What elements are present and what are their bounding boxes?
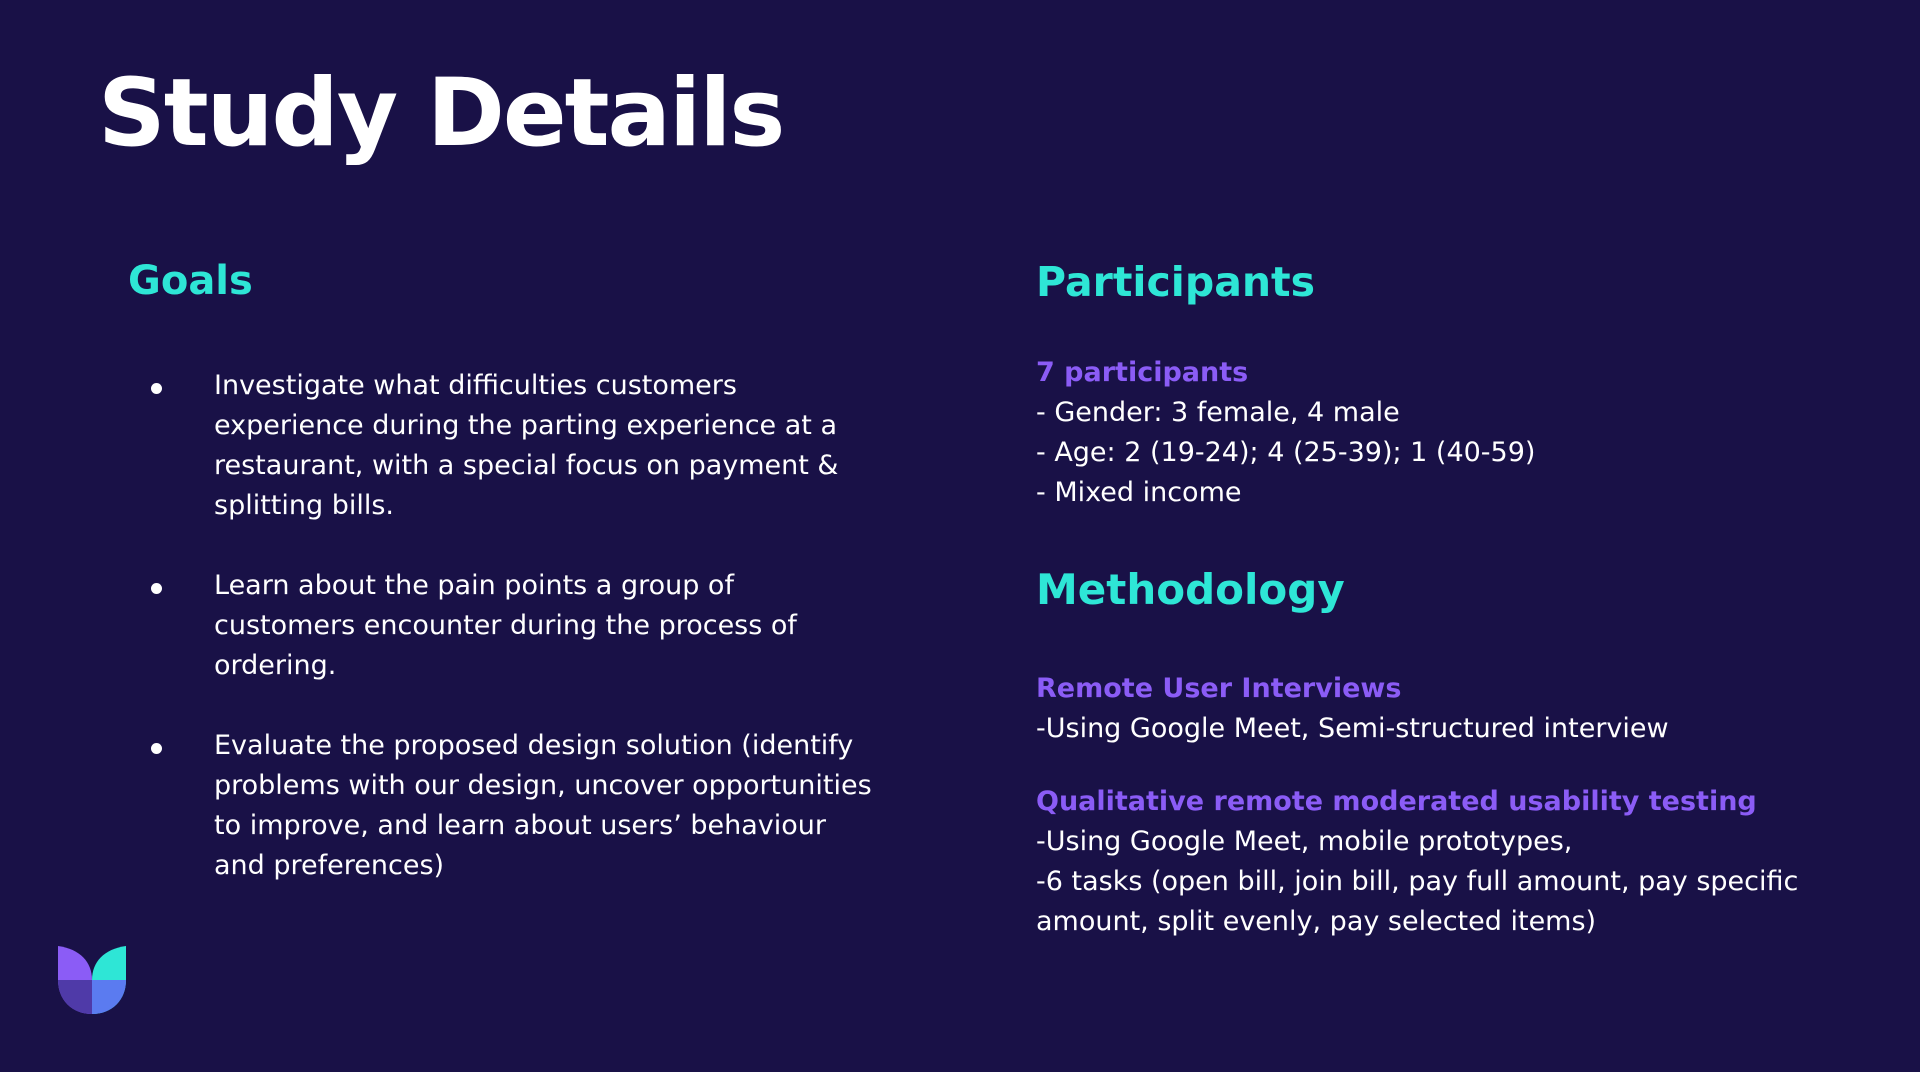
goals-list (146, 366, 876, 926)
goal-item (146, 566, 876, 686)
participants-detail-income: - Mixed income (1036, 477, 1242, 508)
goal-text: Evaluate the proposed design solution (identify problems with our design, uncover opportunities to improve, and learn about users’ behaviour and preferences) (214, 730, 872, 881)
bullet-icon (151, 583, 162, 594)
usability-testing-detail-tasks: -6 tasks (open bill, join bill, pay full amount, pay specific amount, split evenly, pay selected items) (1036, 866, 1799, 937)
participants-detail-gender: - Gender: 3 female, 4 male (1036, 397, 1400, 428)
participants-detail-age: - Age: 2 (19-24); 4 (25-39); 1 (40-59) (1036, 437, 1536, 468)
interviews-block (1036, 669, 1836, 749)
bullet-icon (151, 743, 162, 754)
usability-testing-detail-tools: -Using Google Meet, mobile prototypes, (1036, 826, 1573, 857)
goal-text: Investigate what difficulties customers experience during the parting experience at a restaurant, with a special focus on payment & splitting bills. (214, 370, 839, 521)
goal-item (146, 726, 876, 886)
goal-item (146, 366, 876, 526)
bullet-icon (151, 383, 162, 394)
interviews-detail: -Using Google Meet, Semi-structured interview (1036, 713, 1669, 744)
goal-text: Learn about the pain points a group of customers encounter during the process of ordering. (214, 570, 797, 681)
participants-count: 7 participants (1036, 357, 1249, 388)
leaf-logo-icon (58, 946, 126, 1014)
goals-heading: Goals (128, 258, 253, 304)
page-title: Study Details (98, 59, 784, 168)
methodology-heading: Methodology (1036, 565, 1345, 614)
interviews-label: Remote User Interviews (1036, 673, 1402, 704)
participants-heading: Participants (1036, 258, 1316, 306)
usability-testing-block (1036, 782, 1806, 942)
participants-block (1036, 353, 1836, 513)
usability-testing-label: Qualitative remote moderated usability testing (1036, 786, 1757, 817)
